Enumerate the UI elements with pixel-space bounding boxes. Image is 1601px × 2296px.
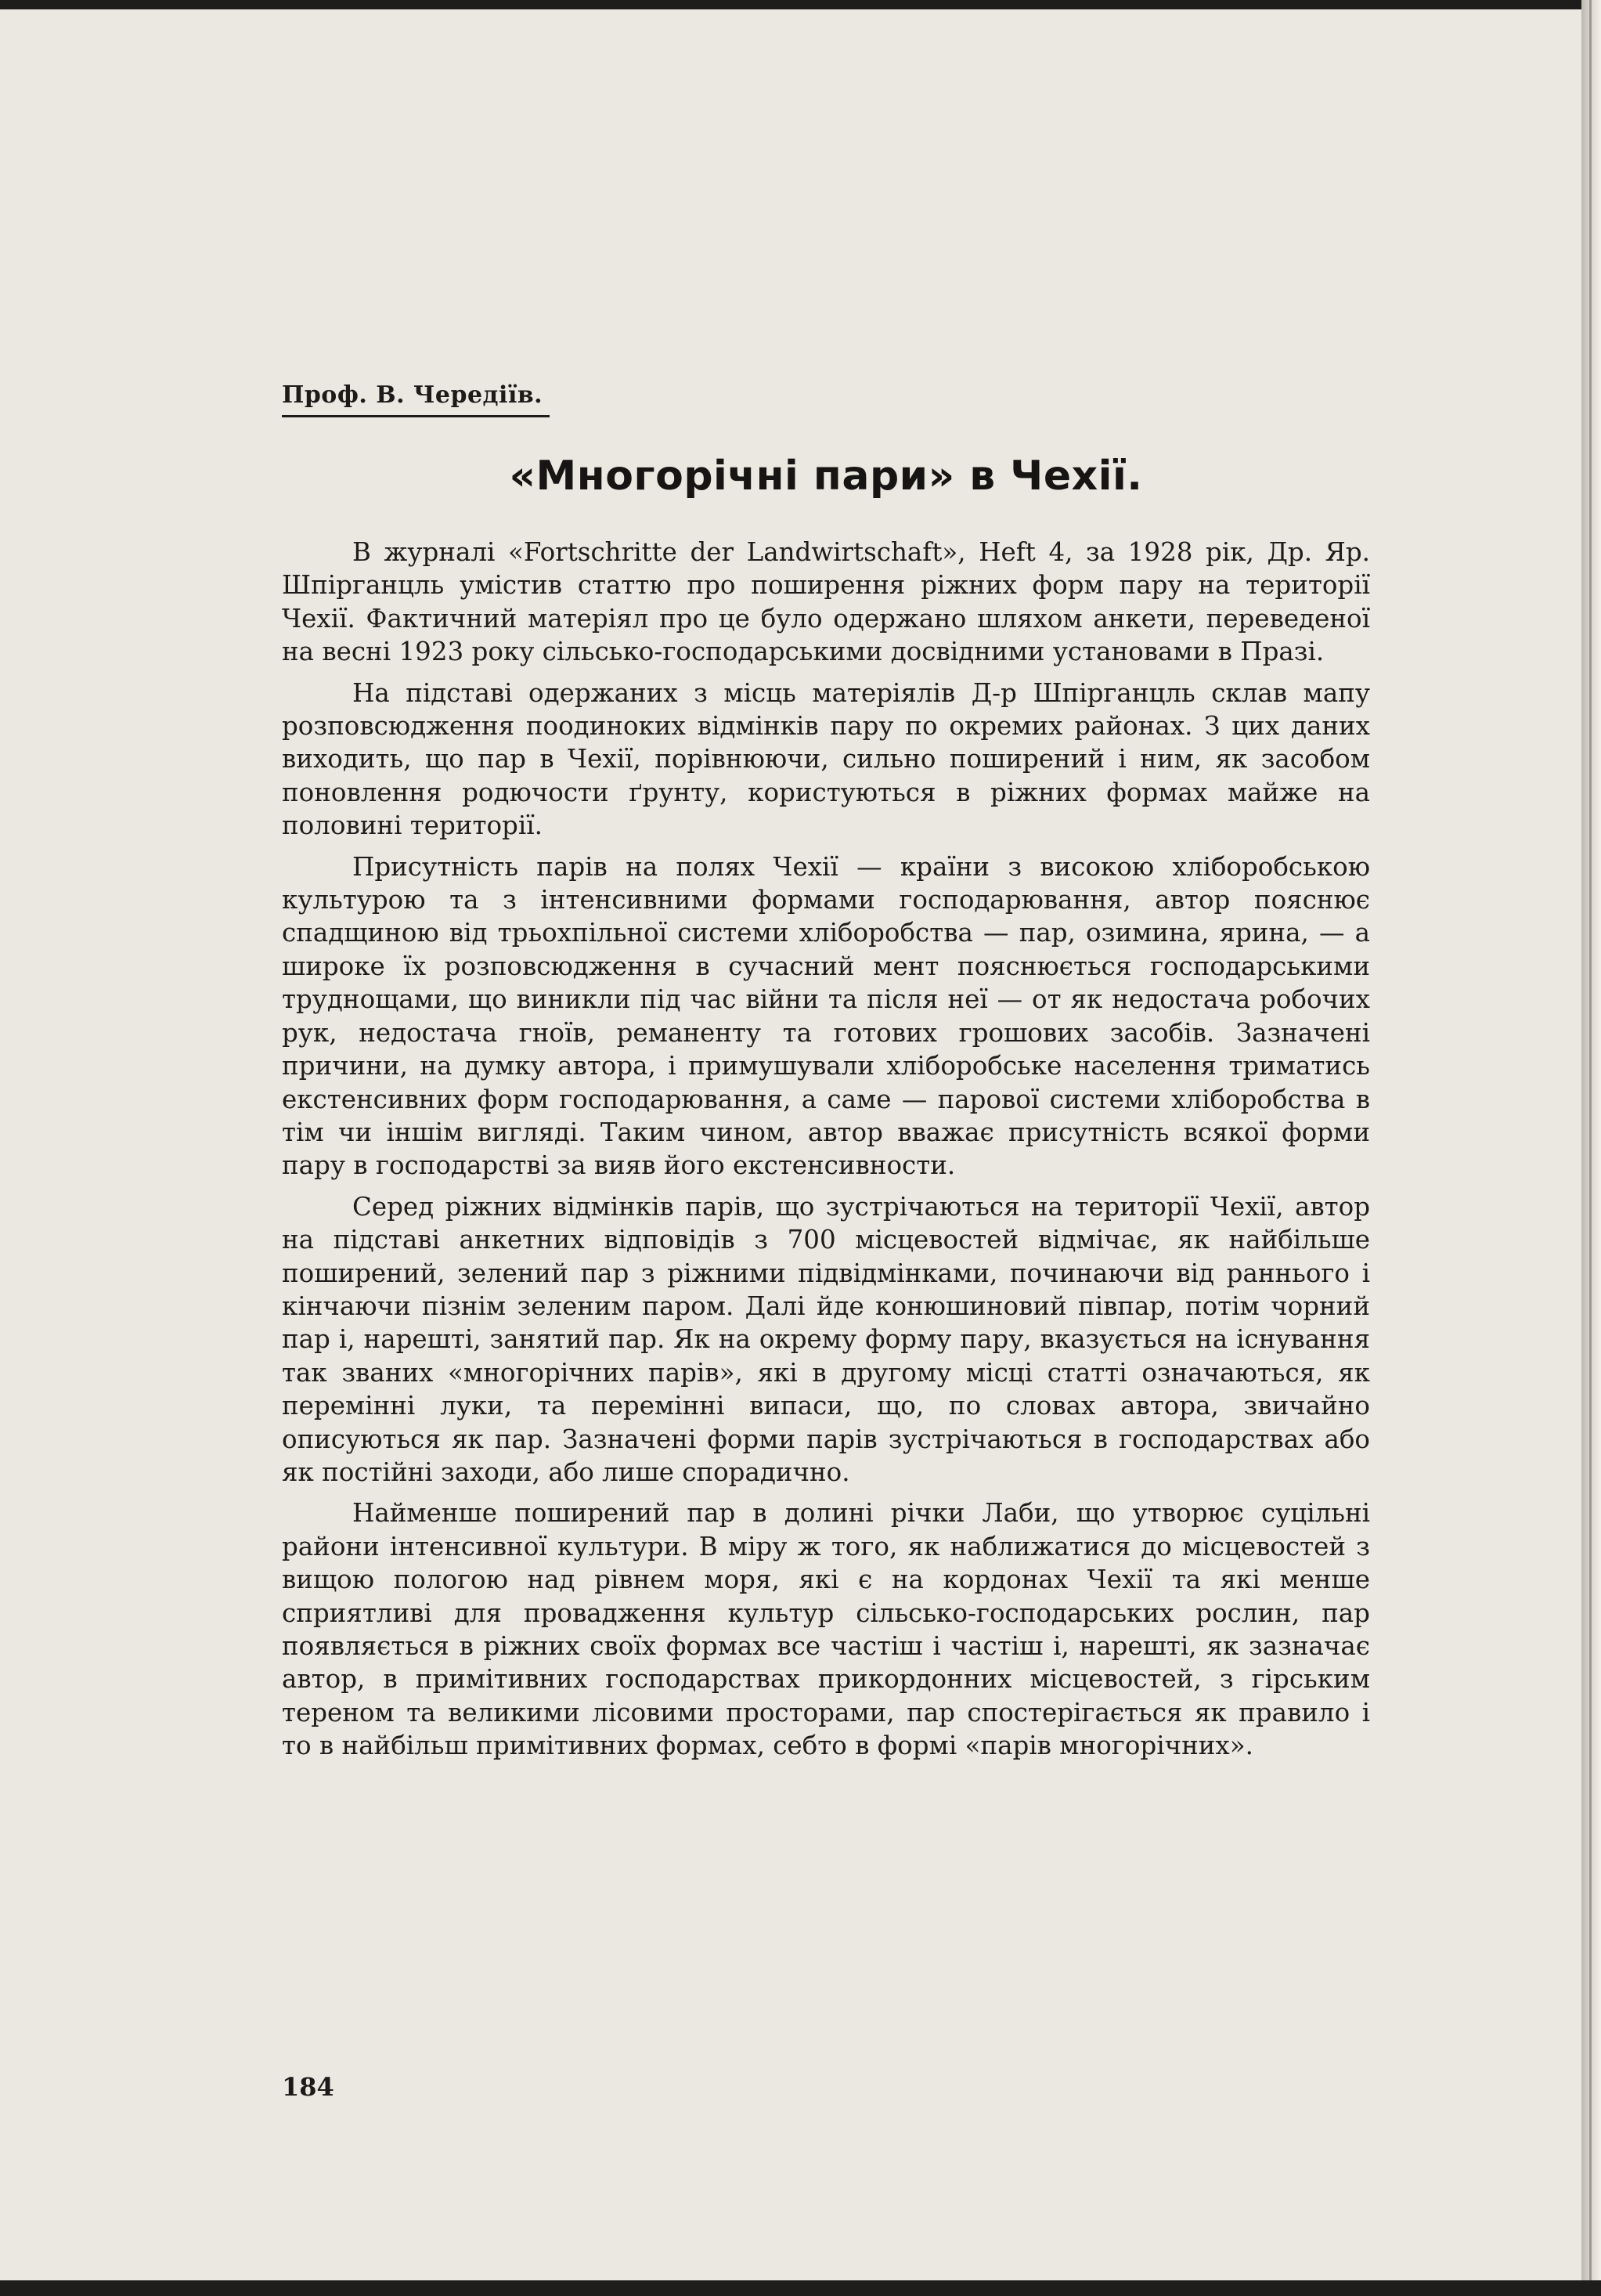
page-spine-edge xyxy=(1581,0,1601,2296)
author-underline xyxy=(282,415,550,417)
paragraph: Найменше поширений пар в долині річки Лаби, що утворює суцільні райони інтенсивної культури. В міру ж того, як наближатися до місцевостей з вищою пологою над рівнем моря, які є на кордонах Чехії та які менше сприятливі для провадження культур сільсько-господарських рослин, пар появляється в ріжних своїх формах все частіш і частіш і, нарешті, як зазначає автор, в примітивних господарствах прикордонних місцевостей, з гірським тереном та великими лісовими просторами, пар спостерігається як правило і то в найбільш примітивних формах, себто в формі «парів многорічних». xyxy=(282,1498,1370,1761)
scan-bottom-border xyxy=(0,2280,1601,2296)
article-body xyxy=(282,536,1370,1763)
page-number: 184 xyxy=(282,2072,334,2102)
paragraph: В журналі «Fortschritte der Landwirtschaft», Heft 4, за 1928 рік, Др. Яр. Шпірганцль умістив статтю про поширення ріжних форм пару на території Чехії. Фактичний матеріял про це було одержано шляхом анкети, переведеної на весні 1923 року сільсько-господарськими досвідними установами в Празі. xyxy=(282,537,1370,667)
paragraph: Серед ріжних відмінків парів, що зустрічаються на території Чехії, автор на підставі анкетних відповідів з 700 місцевостей відмічає, як найбільше поширений, зелений пар з ріжними підвідмінками, починаючи від раннього і кінчаючи пізнім зеленим паром. Далі йде конюшиновий півпар, потім чорний пар і, нарешті, занятий пар. Як на окрему форму пару, вказується на існування так званих «многорічних парів», які в другому місці статті означаються, як перемінні луки, та перемінні випаси, що, по словах автора, звичайно описуються як пар. Зазначені форми парів зустрічаються в господарствах або як постійні заходи, або лише спорадично. xyxy=(282,1191,1370,1487)
article-title: «Многорічні пари» в Чехії. xyxy=(509,453,1143,500)
scan-top-border xyxy=(0,0,1601,9)
paragraph: Присутність парів на полях Чехії — країни з високою хліборобською культурою та з інтенсивними формами господарювання, автор пояснює спадщиною від трьохпільної системи хліборобства — пар, озимина, ярина, — а широке їх розповсюдження в сучасний мент пояснюється господарськими труднощами, що виникли під час війни та після неї — от як недостача робочих рук, недостача гноїв, реманенту та готових грошових засобів. Зазначені причини, на думку автора, і примушували хліборобське населення триматись екстенсивних форм господарювання, а саме — парової системи хліборобства в тім чи іншім вигляді. Таким чином, автор вважає присутність всякої форми пару в господарстві за вияв його екстенсивности. xyxy=(282,851,1370,1181)
paragraph: На підставі одержаних з місць матеріялів Д-р Шпірганцль склав мапу розповсюдження поодиноких відмінків пару по окремих районах. З цих даних виходить, що пар в Чехії, порівнюючи, сильно поширений і ним, як засобом поновлення родючости ґрунту, користуються в ріжних формах майже на половині території. xyxy=(282,677,1370,841)
page-crease xyxy=(1589,0,1592,2296)
book-page xyxy=(0,9,1581,2280)
author-name: Проф. В. Чередіїв. xyxy=(282,381,543,409)
